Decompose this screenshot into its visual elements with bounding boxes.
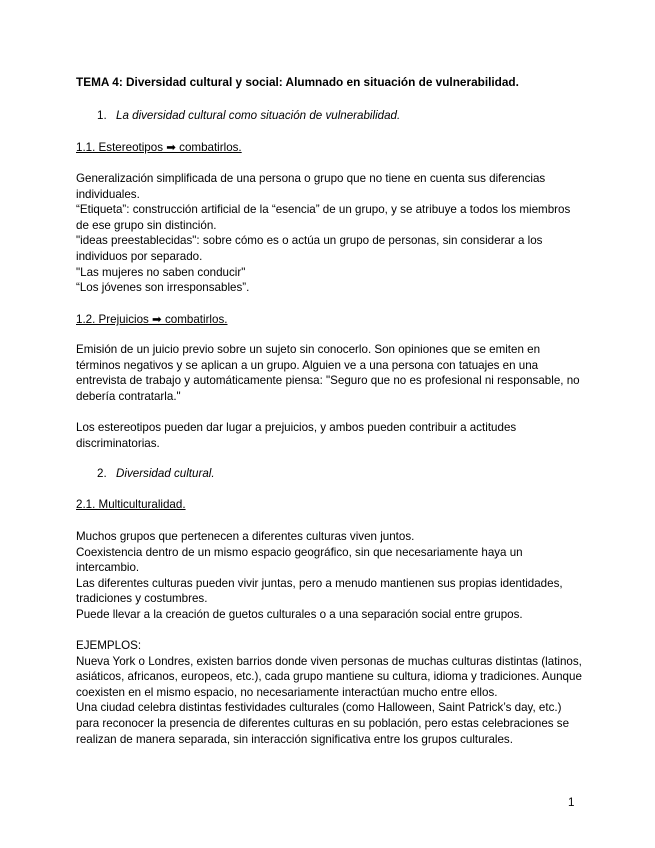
paragraph: Muchos grupos que pertenecen a diferentes culturas viven juntos. bbox=[76, 530, 415, 543]
subsection-1-2-heading: 1.2. Prejuicios ➡ combatirlos. bbox=[76, 313, 228, 326]
section-2-heading bbox=[97, 466, 215, 482]
paragraph: Las diferentes culturas pueden vivir juntas, pero a menudo mantienen sus propias identidades, tradiciones y costumbres. bbox=[76, 576, 563, 606]
subsection-2-1-heading: 2.1. Multiculturalidad. bbox=[76, 498, 186, 511]
examples-block bbox=[76, 638, 586, 747]
subsection-1-1-heading: 1.1. Estereotipos ➡ combatirlos. bbox=[76, 141, 242, 154]
page-number: 1 bbox=[568, 796, 575, 809]
subsection-1-1-body bbox=[76, 171, 586, 296]
paragraph: Puede llevar a la creación de guetos culturales o a una separación social entre grupos. bbox=[76, 607, 523, 621]
paragraph: Los estereotipos pueden dar lugar a prejuicios, y ambos pueden contribuir a actitudes discriminatorias. bbox=[76, 421, 517, 450]
section-1-number: 1. bbox=[97, 109, 107, 122]
paragraph: Generalización simplificada de una persona o grupo que no tiene en cuenta sus diferencias individuales. bbox=[76, 172, 546, 201]
paragraph: "ideas preestablecidas": sobre cómo es o actúa un grupo de personas, sin considerar a los individuos por separado. bbox=[76, 234, 543, 263]
examples-label: EJEMPLOS: bbox=[76, 639, 142, 652]
section-2-number: 2. bbox=[97, 467, 107, 480]
example-paragraph: Una ciudad celebra distintas festividades culturales (como Halloween, Saint Patrick’s day, etc.) para reconocer la presencia de diferentes culturas en su población, pero estas celebraciones se realizan de manera separada, sin interacción significativa entre los grupos culturales. bbox=[76, 701, 570, 746]
subsection-2-1-body bbox=[76, 529, 586, 623]
document-title: TEMA 4: Diversidad cultural y social: Alumnado en situación de vulnerabilidad. bbox=[76, 75, 519, 89]
section-2-title: Diversidad cultural. bbox=[116, 467, 215, 480]
section-1-heading bbox=[97, 108, 400, 124]
paragraph: “Etiqueta”: construcción artificial de la “esencia” de un grupo, y se atribuye a todos los miembros de ese grupo sin distinción. bbox=[76, 203, 571, 232]
paragraph: Coexistencia dentro de un mismo espacio geográfico, sin que necesariamente haya un intercambio. bbox=[76, 545, 523, 575]
subsection-1-2-closing bbox=[76, 420, 586, 451]
paragraph: “Los jóvenes son irresponsables”. bbox=[76, 281, 250, 295]
subsection-1-2-body bbox=[76, 342, 586, 404]
paragraph: "Las mujeres no saben conducir" bbox=[76, 265, 246, 279]
example-paragraph: Nueva York o Londres, existen barrios donde viven personas de muchas culturas distintas (latinos, asiáticos, africanos, europeos, etc.), cada grupo mantiene su cultura, idioma y tradiciones. Aunque coexisten en el mismo espacio, no necesariamente interactúan mucho entre ellos. bbox=[76, 654, 582, 699]
paragraph: Emisión de un juicio previo sobre un sujeto sin conocerlo. Son opiniones que se emiten en términos negativos y se aplican a un grupo. Alguien ve a una persona con tatuajes en una entrevista de trabajo y automáticamente piensa: "Seguro que no es profesional ni responsable, no debería contratarla." bbox=[76, 343, 580, 403]
section-1-title: La diversidad cultural como situación de vulnerabilidad. bbox=[116, 109, 401, 122]
